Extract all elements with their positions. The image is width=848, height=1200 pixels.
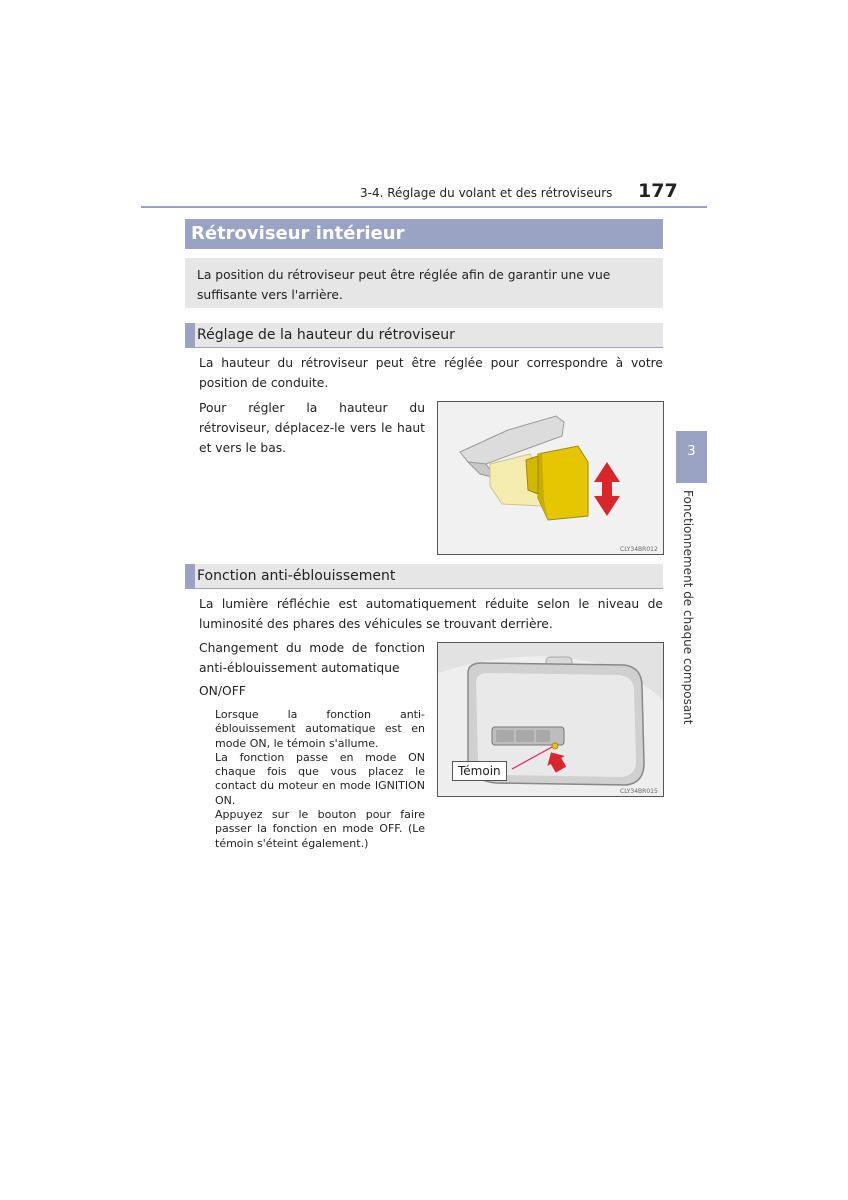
chapter-tab: 3 — [676, 431, 707, 483]
indicator-callout: Témoin — [452, 761, 507, 781]
figure-code: CLY34BR015 — [620, 788, 658, 795]
mirror-height-illustration — [438, 402, 664, 555]
figure-code: CLY34BR012 — [620, 546, 658, 553]
mirror-indicator-figure — [437, 642, 664, 797]
height-adjust-para-1: La hauteur du rétroviseur peut être réglée pour correspondre à votre position de conduite. — [199, 356, 663, 390]
section-title: Rétroviseur intérieur — [185, 219, 663, 249]
height-adjust-heading: Réglage de la hauteur du rétroviseur — [185, 323, 663, 347]
anti-glare-para-2: Changement du mode de fonction anti-éblouissement automatique — [199, 641, 425, 675]
intro-box — [185, 258, 663, 308]
note-3: Appuyez sur le bouton pour faire passer la fonction en mode OFF. (Le témoin s'éteint également.) — [215, 808, 425, 850]
intro-text: La position du rétroviseur peut être réglée afin de garantir une vue suffisante vers l'arrière. — [197, 268, 611, 302]
note-2: La fonction passe en mode ON chaque fois que vous placez le contact du moteur en mode IGNITION ON. — [215, 750, 425, 807]
header-rule — [141, 206, 707, 208]
mode-label: ON/OFF — [199, 684, 246, 698]
page-number: 177 — [638, 180, 678, 202]
anti-glare-para-1: La lumière réfléchie est automatiquement réduite selon le niveau de luminosité des phares des véhicules se trouvant derrière. — [199, 597, 663, 631]
height-adjust-para-2: Pour régler la hauteur du rétroviseur, déplacez-le vers le haut et vers le bas. — [199, 401, 425, 455]
anti-glare-heading: Fonction anti-éblouissement — [185, 564, 663, 588]
chapter-tab-label: Fonctionnement de chaque composant — [681, 490, 695, 725]
mirror-height-figure — [437, 401, 664, 555]
chapter-title: 3-4. Réglage du volant et des rétroviseurs — [360, 186, 613, 200]
note-1: Lorsque la fonction anti-éblouissement automatique est en mode ON, le témoin s'allume. — [215, 708, 425, 750]
anti-glare-notes — [215, 708, 425, 851]
